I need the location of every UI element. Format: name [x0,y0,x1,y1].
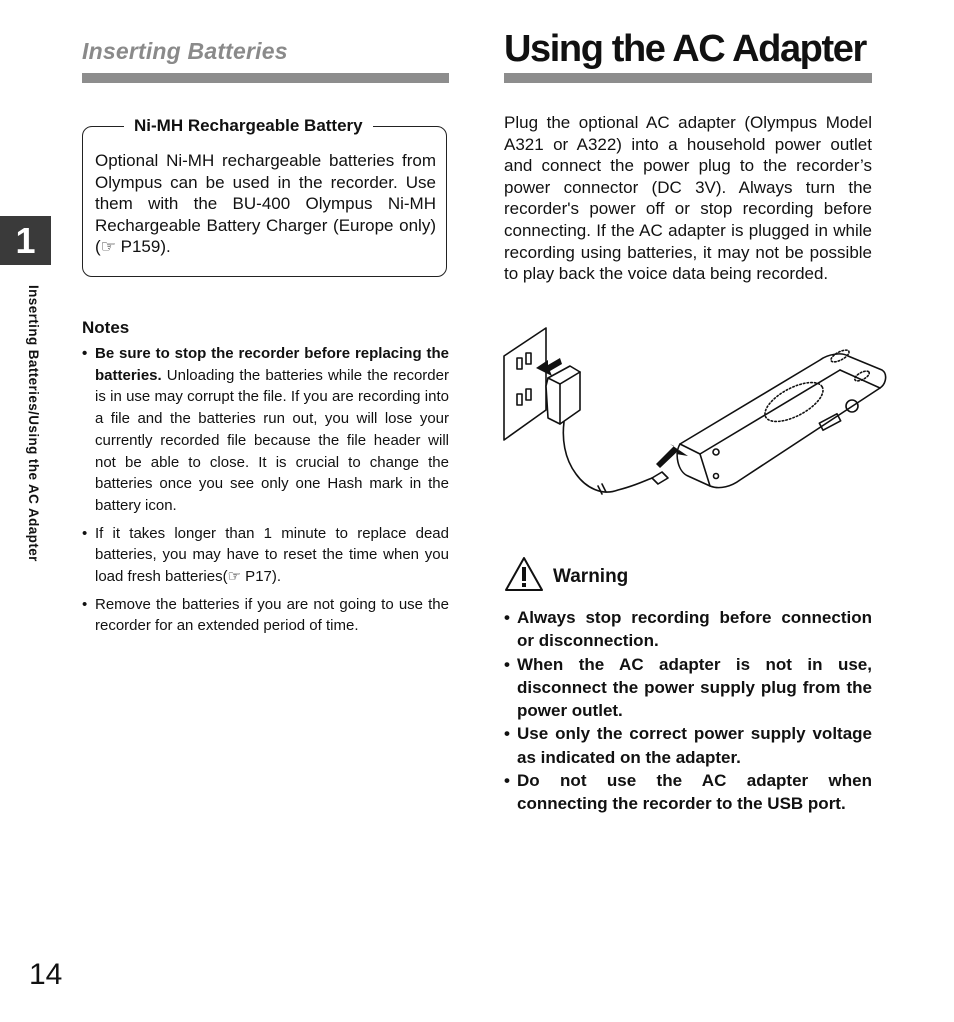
warning-text: When the AC adapter is not in use, disconnect the power supply plug from the power outlet. [517,654,872,721]
list-item [504,769,872,816]
page-number: 14 [29,958,63,991]
battery-box-text: Optional Ni-MH rechargeable batteries from Olympus can be used in the recorder. Use them with the BU-400 Olympus Ni-MH Rechargeable Battery Charger (Europe only) (☞ P159). [95,151,436,257]
bullet-icon: • [82,345,88,362]
warning-text: Use only the correct power supply voltage as indicated on the adapter. [517,724,872,767]
bullet-icon: • [82,524,88,542]
notes-list [82,343,449,643]
list-item [82,343,449,517]
warning-text: Do not use the AC adapter when connecting the recorder to the USB port. [517,771,872,814]
bullet-icon: • [504,608,510,627]
intro-paragraph: Plug the optional AC adapter (Olympus Model A321 or A322) into a household power outlet and connect the power plug to the recorder’s power connector (DC 3V). Always turn the recorder's power off or stop recording before connecting. If the AC adapter is plugged in while recording using batteries, it may not be possible to play back the voice data being recorded. [504,113,872,284]
list-item [504,606,872,653]
page-title: Using the AC Adapter [504,28,866,70]
note-text: If it takes longer than 1 minute to replace dead batteries, you may have to reset the time when you load fresh batteries(☞ P17). [95,524,449,586]
list-item [82,523,449,588]
warning-triangle-icon [504,556,544,592]
section-title: Inserting Batteries [82,38,288,64]
chapter-tab: 1 [0,216,51,265]
note-text: Unloading the batteries while the recorder is in use may corrupt the file. If you are recording into a file and the batteries run out, you will lose your currently recorded file because the file header will not be able to close. It is crucial to change the batteries once you see only one Hash mark in the battery icon. [95,366,449,514]
note-bold-text: Be sure to stop the recorder before replacing the batteries. [95,345,449,384]
battery-box-title: Ni-MH Rechargeable Battery [124,116,373,136]
note-text: Remove the batteries if you are not going to use the recorder for an extended period of time. [95,595,449,635]
list-item [504,722,872,769]
ac-adapter-illustration [502,326,888,502]
dc-plug [652,472,668,484]
wall-outlet-plate [504,328,546,440]
notes-heading: Notes [82,318,130,337]
bullet-icon: • [504,654,510,674]
list-item [82,594,449,637]
section-rule-right [504,73,872,83]
chapter-side-label: Inserting Batteries/Using the AC Adapter [26,285,41,562]
adapter-cable [563,422,652,492]
bullet-icon: • [504,771,510,791]
warning-text: Always stop recording before connection or disconnection. [517,608,872,651]
section-rule-left [82,73,449,83]
bullet-icon: • [504,724,510,744]
warning-title: Warning [553,566,629,587]
bullet-icon: • [82,595,88,613]
warning-list [504,606,872,816]
list-item [504,653,872,723]
